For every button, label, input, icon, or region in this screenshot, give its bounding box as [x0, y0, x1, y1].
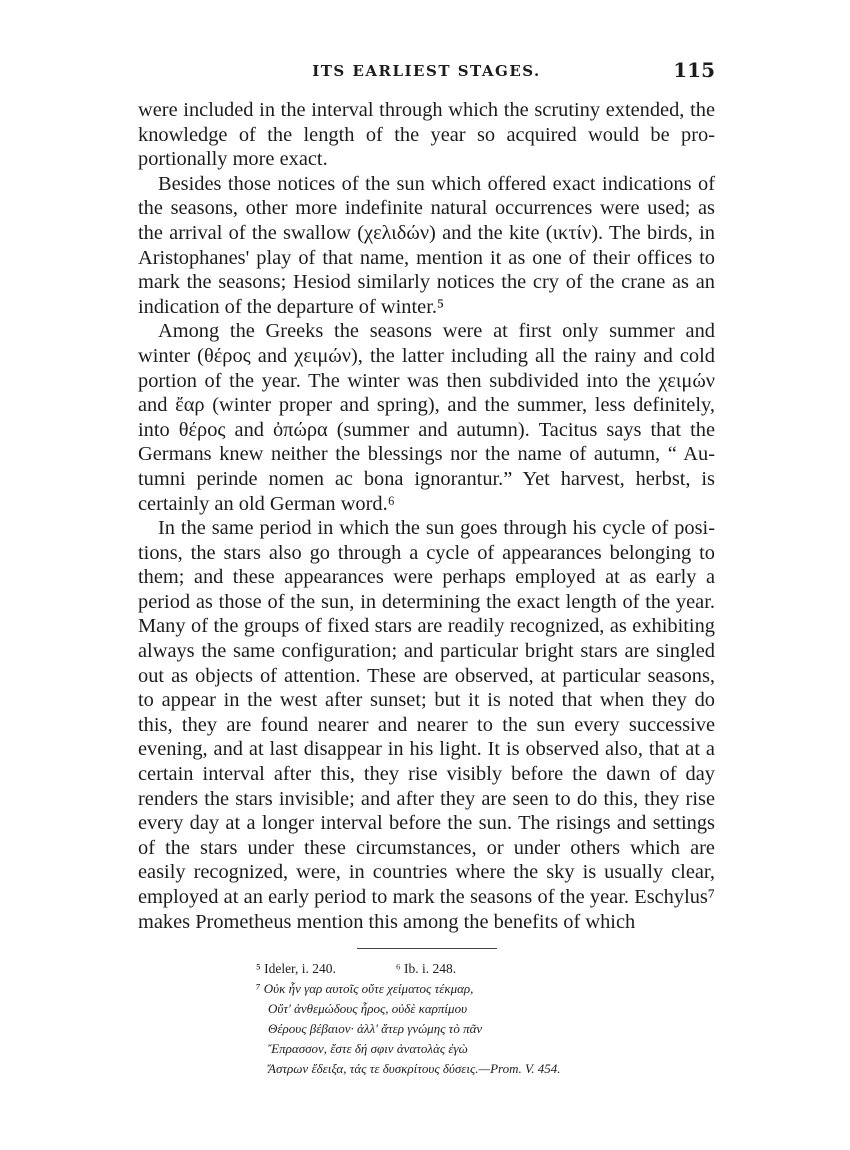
- footnote-7-line: ⁷ Οὐκ ἦν γαρ αυτοῖς οὔτε χείματος τέκμαρ,: [256, 981, 474, 997]
- text-line: to appear in the west after sunset; but it is noted that when they do: [138, 689, 715, 712]
- running-title: ITS EARLIEST STAGES.: [312, 62, 541, 80]
- text-line: the knowledge of the length of the year so acquired would be pro-: [138, 99, 715, 146]
- text-line: Besides those notices of the sun which offered exact indications of: [158, 172, 715, 195]
- footnote-7-line: Ἔπρασσον, ἔστε δή σφιν ἀνατολὰς ἐγὼ: [268, 1041, 468, 1057]
- text-line: in Aristophanes' play of that name, mention it as one of their offices: [138, 221, 715, 269]
- paragraph-continuation: [138, 98, 715, 172]
- text-line: rise every day at a longer interval before the sun. The risings and: [138, 787, 715, 835]
- footnote-7-line: Θέρους βέβαιον· ἀλλ' ἄτερ γνώμης τὸ πᾶν: [268, 1021, 483, 1037]
- text-line: a certain interval after this, they rise visibly before the dawn of day: [138, 738, 715, 786]
- text-line: are easily recognized, were, in countries where the sky is usually: [138, 836, 715, 884]
- page-number: 115: [673, 58, 715, 82]
- footnote-7-greek-quote: [256, 979, 715, 1079]
- footnote-7-line: Οὔτ' ἀνθεμώδους ἦρος, οὐδὲ καρπίμου: [268, 1001, 468, 1017]
- footnote-row: [256, 959, 715, 979]
- text-line: this, they are found nearer and nearer to the sun every successive: [138, 713, 715, 736]
- text-line: into θέρος and ὀπώρα (summer and autumn). Tacitus says that the: [138, 418, 715, 441]
- text-line: to mark the seasons; Hesiod similarly notices the cry of the crane as: [138, 246, 715, 294]
- footnote-divider: [357, 948, 497, 949]
- footnote-7-line: Ἄστρων ἔδειξα, τάς τε δυσκρίτους δύσεις.—Prom. V. 454.: [268, 1061, 561, 1077]
- text-line: Germans knew neither the blessings nor the name of autumn, “ Au-: [138, 443, 715, 466]
- text-line: certainly an old German word.⁶: [138, 492, 395, 515]
- text-line: portionally more exact.: [138, 148, 328, 171]
- text-line: winter (θέρος and χειμών), the latter including all the rainy and cold: [138, 344, 715, 367]
- book-page: [138, 58, 715, 1079]
- text-line: In the same period in which the sun goes through his cycle of posi-: [158, 517, 715, 540]
- page-header: [138, 58, 715, 92]
- text-line: Eschylus⁷ makes Prometheus mention this among the benefits of which: [138, 886, 715, 933]
- text-line: and ἔαρ (winter proper and spring), and the summer, less definitely,: [138, 394, 715, 417]
- paragraph-stars-cycle: [138, 516, 715, 934]
- text-line: out as objects of attention. These are observed, at particular seasons,: [138, 664, 715, 687]
- text-line: evening, and at last disappear in his light. It is observed also, that at: [138, 738, 701, 761]
- text-line: tions, the stars also go through a cycle of appearances belonging to: [138, 541, 715, 564]
- paragraph-seasons-indications: [138, 172, 715, 320]
- paragraph-greek-seasons: [138, 319, 715, 516]
- footnote-6: ⁶ Ib. i. 248.: [395, 961, 457, 977]
- body-text: [138, 98, 715, 934]
- text-line: period as those of the sun, in determining the exact length of the year.: [138, 590, 715, 613]
- text-line: an indication of the departure of winter.⁵: [138, 271, 715, 318]
- footnotes: [138, 959, 715, 1079]
- text-line: them; and these appearances were perhaps employed at as early a: [138, 566, 715, 589]
- text-line: Among the Greeks the seasons were at first only summer and: [158, 320, 715, 343]
- text-line: the arrival of the swallow (χελιδών) and the kite (ικτίν). The birds,: [138, 221, 693, 244]
- footnote-5: ⁵ Ideler, i. 240.: [256, 961, 336, 977]
- text-line: portion of the year. The winter was then subdivided into the χειμών: [138, 369, 715, 392]
- text-line: Many of the groups of fixed stars are readily recognized, as exhibiting: [138, 615, 715, 638]
- text-line: were included in the interval through which the scrutiny extended,: [138, 99, 685, 121]
- text-line: settings of the stars under these circumstances, or under others which: [138, 812, 715, 859]
- text-line: always the same configuration; and particular bright stars are singled: [138, 640, 715, 663]
- text-line: renders the stars invisible; and after they are seen to do this, they: [138, 787, 680, 810]
- text-line: the seasons, other more indefinite natural occurrences were used; as: [138, 197, 715, 220]
- text-line: clear, employed at an early period to mark the seasons of the year.: [138, 861, 715, 908]
- text-line: tumni perinde nomen ac bona ignorantur.” Yet harvest, herbst, is: [138, 467, 715, 490]
